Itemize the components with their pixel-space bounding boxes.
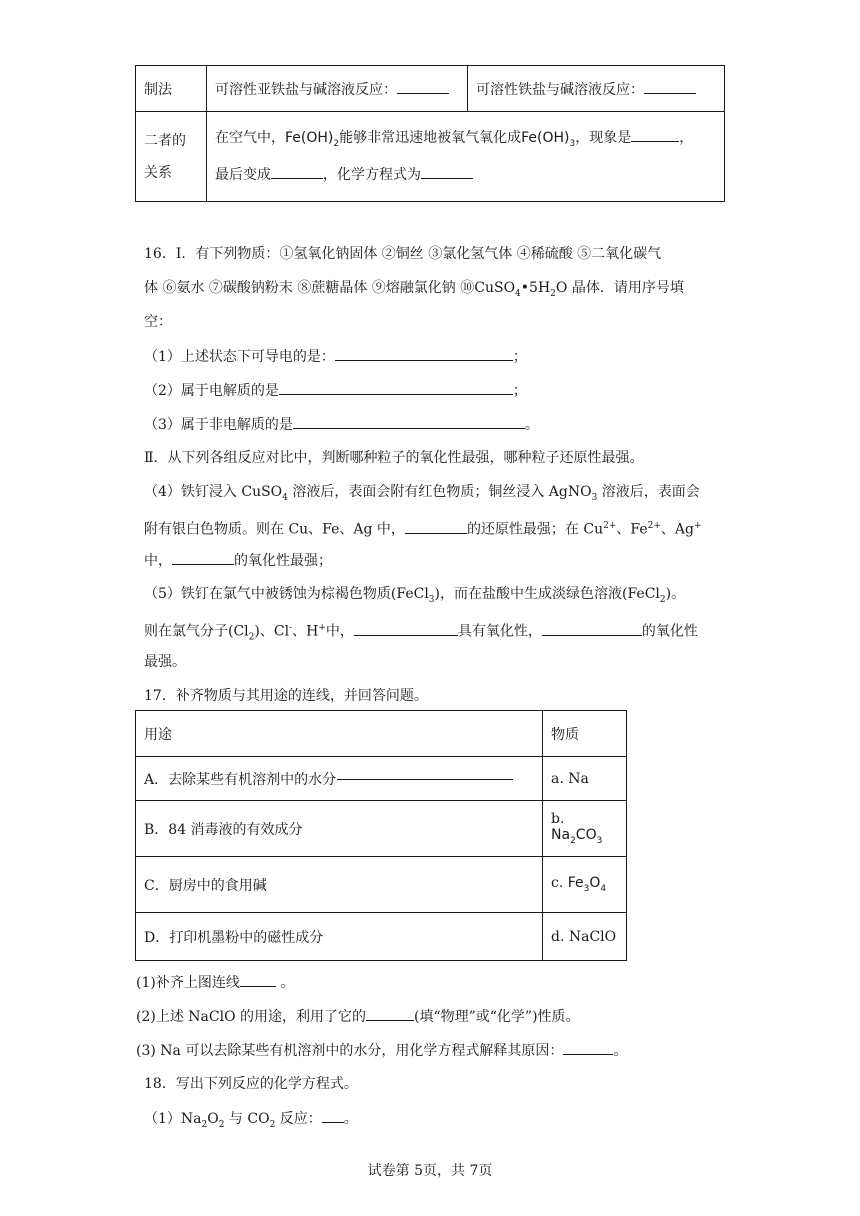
q17-text: 。 xyxy=(613,1043,628,1059)
answer-blank[interactable] xyxy=(271,164,323,179)
q16-text: 的还原性最强；在 Cu xyxy=(466,521,604,538)
superscript: 2+ xyxy=(603,521,617,531)
cell-ferrous-text: 可溶性亚铁盐与碱溶液反应： xyxy=(215,81,397,98)
subscript: 2 xyxy=(201,1119,208,1130)
relation-text: 最后变成 xyxy=(215,167,271,184)
formula-subscript: 2 xyxy=(333,138,340,149)
q16-text: 具有氧化性， xyxy=(457,623,542,640)
q16-text: 、H xyxy=(292,623,319,640)
q16-part5-line3: 最强。 xyxy=(144,654,186,670)
answer-blank[interactable] xyxy=(563,1040,613,1055)
q16-part5-line2 xyxy=(144,618,698,647)
answer-blank[interactable] xyxy=(542,621,642,636)
q18-text: 反应： xyxy=(275,1111,322,1127)
answer-blank[interactable] xyxy=(405,519,467,534)
q16-text: 中， xyxy=(325,623,354,640)
subscript: 4 xyxy=(282,492,288,503)
answer-blank[interactable] xyxy=(421,164,473,179)
q16-text: （4）铁钉浸入 CuSO xyxy=(144,484,283,500)
q16-line1: 16．Ⅰ．有下列物质：①氢氧化钠固体 ②铜丝 ③氯化氢气体 ④稀硫酸 ⑤二氧化碳气 xyxy=(144,246,662,262)
q17-answer2 xyxy=(136,1006,580,1027)
answer-blank[interactable] xyxy=(335,346,513,361)
subscript: 3 xyxy=(596,835,603,846)
formula-fe3o4 xyxy=(567,875,607,894)
q16-part2 xyxy=(144,380,527,401)
answer-blank[interactable] xyxy=(279,380,513,395)
relation-text: ，化学方程式为 xyxy=(323,167,421,184)
q16-part5-line1 xyxy=(144,584,685,610)
relation-text: ，现象是 xyxy=(575,129,632,146)
q18-text: O xyxy=(207,1111,219,1127)
formula-text: Fe(OH) xyxy=(521,129,570,146)
q16-text: 、Fe xyxy=(616,521,648,538)
formula-text: Fe xyxy=(567,875,584,892)
answer-blank[interactable] xyxy=(322,1108,344,1123)
subscript: 3 xyxy=(428,594,435,605)
q16-text: )、Cl xyxy=(254,623,290,640)
row-head-relation-line1: 二者的 xyxy=(144,132,186,149)
q17-use-a xyxy=(136,757,543,801)
superscript: + xyxy=(694,521,702,531)
q16-text: 的氧化性 xyxy=(641,623,698,640)
q17-sub-text: c. xyxy=(551,875,568,892)
q16-text: 则在氯气分子(Cl xyxy=(144,623,249,640)
cell-ferrous-method xyxy=(207,66,468,112)
q17-table xyxy=(135,710,627,961)
q17-use-c: C．厨房中的食用碱 xyxy=(136,857,543,913)
subscript: 2 xyxy=(269,1119,276,1130)
relation-line2 xyxy=(215,159,716,191)
subscript: 3 xyxy=(583,883,590,894)
q17-use-d: D．打印机墨粉中的磁性成分 xyxy=(136,913,543,961)
q16-line3: 空： xyxy=(144,314,172,330)
q16-part4-line1 xyxy=(144,482,700,508)
q17-substance-c xyxy=(543,857,627,913)
connector-line xyxy=(337,779,513,780)
formula-text: CO xyxy=(575,827,597,844)
q16-text: 附有银白色物质。则在 Cu、Fe、Ag 中， xyxy=(144,521,405,538)
q17-header-substance: 物质 xyxy=(543,711,627,757)
q16-part4-line3 xyxy=(144,550,332,571)
q16-text: 溶液后，表面会附有红色物质；铜丝浸入 AgNO xyxy=(287,484,592,500)
subscript: 2 xyxy=(550,288,556,299)
q18-text: 与 CO xyxy=(224,1111,270,1127)
answer-blank[interactable] xyxy=(354,621,458,636)
formula-fe-oh-2 xyxy=(285,129,340,149)
q18-text: （1）Na xyxy=(144,1111,202,1127)
q16-text: （1）上述状态下可导电的是： xyxy=(144,349,335,365)
q16-text: （2）属于电解质的是 xyxy=(144,383,279,399)
q16-text: 、Ag xyxy=(660,521,694,538)
q18-text: 。 xyxy=(343,1111,358,1127)
q16-text: 溶液后，表面会 xyxy=(597,484,700,500)
q17-sub-text: b. xyxy=(551,811,565,828)
formula-text: O xyxy=(589,875,601,892)
q18-title: 18．写出下列反应的化学方程式。 xyxy=(144,1076,358,1092)
formula-subscript: 3 xyxy=(569,138,576,149)
q17-text: (2)上述 NaClO 的用途，利用了它的 xyxy=(136,1009,366,1025)
row-head-method xyxy=(136,66,207,112)
q17-answer3 xyxy=(136,1040,627,1061)
formula-na2co3 xyxy=(551,827,603,846)
relation-line1 xyxy=(215,122,716,160)
subscript: 2 xyxy=(248,632,255,643)
q16-text: )。 xyxy=(665,586,686,602)
cell-ferric-method xyxy=(468,66,725,112)
q17-text: (1)补齐上图连线 xyxy=(136,975,240,991)
subscript: 4 xyxy=(600,883,607,894)
q17-text: (填“物理”或“化学”)性质。 xyxy=(414,1009,580,1025)
q17-answer1 xyxy=(136,972,294,993)
superscript: + xyxy=(318,623,326,633)
q17-header-use: 用途 xyxy=(136,711,543,757)
answer-blank[interactable] xyxy=(366,1006,414,1021)
q16-text: 。 xyxy=(524,417,539,433)
q16-part1 xyxy=(144,346,527,367)
q16-text: （5）铁钉在氯气中被锈蚀为棕褐色物质(FeCl xyxy=(144,586,429,602)
q17-use-b: B．84 消毒液的有效成分 xyxy=(136,801,543,857)
subscript: 2 xyxy=(659,594,666,605)
q16-text: )，而在盐酸中生成淡绿色溶液(FeCl xyxy=(434,586,660,602)
subscript: 3 xyxy=(591,492,598,503)
relation-text: ， xyxy=(679,129,694,146)
q16-text: 的氧化性最强； xyxy=(234,553,332,569)
answer-blank[interactable] xyxy=(172,550,234,565)
answer-blank[interactable] xyxy=(397,79,449,94)
q16-text: ； xyxy=(512,349,527,365)
answer-blank[interactable] xyxy=(644,79,696,94)
q17-substance-b xyxy=(543,801,627,857)
q17-use-text: A．去除某些有机溶剂中的水分 xyxy=(144,771,337,788)
answer-blank[interactable] xyxy=(293,414,525,429)
formula-text: Na xyxy=(551,827,571,844)
q16-text: 中， xyxy=(144,553,172,569)
cell-relation xyxy=(207,112,725,202)
answer-blank[interactable] xyxy=(631,127,679,142)
q16-part3 xyxy=(144,414,539,435)
formula-text: Fe(OH) xyxy=(285,129,334,146)
row-head-relation xyxy=(136,112,207,202)
q17-substance-d: d. NaClO xyxy=(543,913,627,961)
q16-text: •5H xyxy=(520,280,551,296)
q17-substance-a: a. Na xyxy=(543,757,627,801)
superscript: - xyxy=(289,623,293,633)
relation-text: 能够非常迅速地被氧气氧化成 xyxy=(339,129,522,146)
subscript: 4 xyxy=(515,288,521,299)
q16-text: ； xyxy=(512,383,527,399)
q16-text: O 晶体．请用序号填 xyxy=(555,280,684,296)
formula-fe-oh-3 xyxy=(521,129,576,149)
page-footer: 试卷第 5页，共 7页 xyxy=(367,1163,493,1179)
row-head-method-text: 制法 xyxy=(144,81,172,98)
q16-text: （3）属于非电解质的是 xyxy=(144,417,293,433)
q16-section2: Ⅱ．从下列各组反应对比中，判断哪种粒子的氧化性最强，哪种粒子还原性最强。 xyxy=(144,450,644,466)
answer-blank[interactable] xyxy=(240,972,276,987)
q16-line2 xyxy=(144,278,684,304)
q16-part4-line2 xyxy=(144,516,702,540)
subscript: 2 xyxy=(570,835,576,846)
row-head-relation-line2: 关系 xyxy=(144,164,172,181)
cell-ferric-text: 可溶性铁盐与碱溶液反应： xyxy=(476,81,644,98)
superscript: 2+ xyxy=(647,521,661,531)
relation-text: 在空气中， xyxy=(215,129,285,146)
top-table xyxy=(135,65,725,202)
q17-text: (3) Na 可以去除某些有机溶剂中的水分，用化学方程式解释其原因： xyxy=(136,1043,564,1059)
q17-text: 。 xyxy=(275,975,295,991)
q18-part1 xyxy=(144,1108,358,1135)
q17-title: 17．补齐物质与其用途的连线，并回答问题。 xyxy=(144,688,428,704)
subscript: 2 xyxy=(218,1119,225,1130)
q16-text: 体 ⑥氨水 ⑦碳酸钠粉末 ⑧蔗糖晶体 ⑨熔融氯化钠 ⑩CuSO xyxy=(144,280,516,296)
